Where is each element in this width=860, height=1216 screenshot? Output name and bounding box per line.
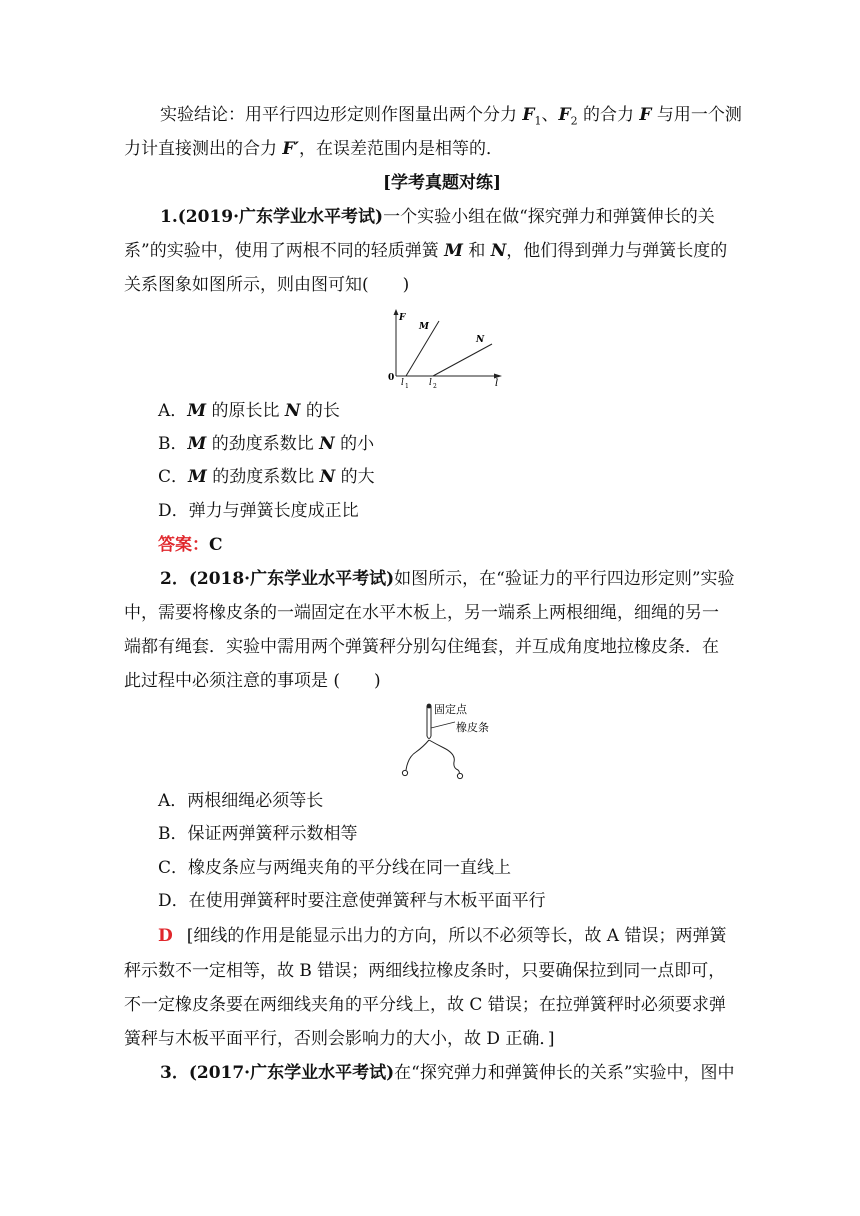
subscript-2: 2 — [570, 114, 578, 128]
option-text: 两根细绳必须等长 — [187, 791, 324, 811]
q1-answer — [158, 537, 223, 554]
q2-option-a — [158, 793, 323, 810]
left-string — [406, 740, 429, 770]
symbol-M: M — [187, 434, 207, 454]
option-text-b: 的小 — [334, 434, 375, 454]
conclusion-line-2 — [124, 141, 503, 158]
option-key: A． — [158, 401, 188, 421]
y-axis-label: F — [399, 313, 406, 323]
q1-line-3: 关系图象如图所示，则由图可知( ) — [124, 275, 410, 295]
conclusion-line-1 — [160, 107, 742, 126]
tick-l2: l — [429, 378, 432, 388]
q2-explanation-line-3: 不一定橡皮条要在两细线夹角的平分线上，故 C 错误；在拉弹簧秤时必须要求弹 — [124, 995, 726, 1015]
q2-line-3: 端都有绳套．实验中需用两个弹簧秤分别勾住绳套，并互成角度地拉橡皮条．在 — [124, 637, 719, 657]
q2-explanation-line-2: 秤示数不一定相等，故 B 错误；两细线拉橡皮条时，只要确保拉到同一点即可， — [124, 961, 726, 981]
conclusion-line2-prefix: 力计直接测出的合力 — [124, 139, 283, 159]
label-M: M — [419, 322, 429, 332]
tick-l1: l — [401, 378, 404, 388]
origin-label: 0 — [388, 373, 395, 383]
line-N — [433, 344, 492, 376]
explanation-text: [细线的作用是能显示出力的方向，所以不必须等长，故 A 错误；两弹簧 — [186, 926, 727, 946]
q1-line1-rest: 一个实验小组在做“探究弹力和弹簧伸长的关 — [383, 207, 715, 227]
option-text-b: 的长 — [300, 401, 340, 421]
q2-explanation-line-4: 簧秤与木板平面平行，否则会影响力的大小，故 D 正确．] — [124, 1029, 555, 1049]
spring-force-length-graph — [382, 308, 510, 390]
rubber-band-setup-figure — [398, 700, 508, 782]
option-text: 保证两弹簧秤示数相等 — [187, 824, 358, 844]
symbol-N: N — [319, 467, 336, 487]
symbol-N: N — [284, 401, 301, 421]
option-text: 在使用弹簧秤时要注意使弹簧秤与木板平面平行 — [188, 891, 546, 911]
q2-option-c — [158, 860, 511, 877]
q1-option-c — [158, 469, 375, 486]
option-text-a: 的原长比 — [206, 401, 285, 421]
q1-option-a — [158, 403, 340, 420]
q1-line-1 — [160, 209, 715, 226]
option-key: D． — [158, 501, 189, 521]
answer-label: 答案： — [158, 535, 209, 555]
conclusion-suffix: 与用一个测 — [651, 105, 742, 125]
answer-value: C — [209, 535, 223, 555]
label-fixed-point: 固定点 — [434, 703, 467, 716]
section-title: [学考真题对练] — [383, 173, 502, 193]
conclusion-mid: 的合力 — [577, 105, 640, 125]
option-key: B． — [158, 824, 188, 844]
q1-line2-c: ，他们得到弹力与弹簧长度的 — [506, 241, 728, 261]
y-axis-arrow — [394, 309, 399, 315]
separator: 、 — [541, 105, 559, 125]
symbol-N: N — [319, 434, 335, 454]
q3-line1-rest: 在“探究弹力和弹簧伸长的关系”实验中，图中 — [394, 1063, 735, 1083]
option-text-a: 的劲度系数比 — [206, 467, 320, 487]
right-loop — [457, 773, 462, 778]
option-text: 橡皮条应与两绳夹角的平分线在同一直线上 — [188, 858, 512, 878]
label-rubber-band: 橡皮条 — [456, 721, 489, 734]
subscript-1: 1 — [534, 114, 542, 128]
option-text: 弹力与弹簧长度成正比 — [188, 501, 359, 521]
q2-line-4: 此过程中必须注意的事项是 ( ) — [124, 671, 381, 691]
option-key: D． — [158, 891, 189, 911]
q1-line2-a: 系”的实验中，使用了两根不同的轻质弹簧 — [124, 241, 445, 261]
q1-number-source: 1.(2019·广东学业水平考试) — [160, 207, 384, 227]
rubber-band — [427, 706, 431, 739]
tick-l2-sub: 2 — [433, 383, 437, 390]
symbol-N: N — [490, 241, 507, 261]
option-key: C． — [158, 858, 189, 878]
q2-line1-rest: 如图所示，在“验证力的平行四边形定则”实验 — [394, 569, 735, 589]
q2-explanation-line-1 — [158, 928, 726, 945]
symbol-M: M — [188, 467, 207, 487]
q2-number-source: 2．(2018·广东学业水平考试) — [160, 569, 395, 589]
symbol-F-prime: F′ — [282, 139, 299, 159]
q1-option-b — [158, 436, 374, 453]
symbol-F: F — [639, 105, 652, 125]
symbol-F2: F — [558, 105, 571, 125]
label-N: N — [476, 335, 485, 345]
left-loop — [402, 770, 407, 775]
option-key: A． — [158, 791, 188, 811]
rubber-pointer-line — [431, 722, 455, 728]
q2-line-2: 中，需要将橡皮条的一端固定在水平木板上，另一端系上两根细绳，细绳的另一 — [124, 603, 719, 623]
q3-line-1 — [160, 1065, 735, 1082]
q2-line-1 — [160, 571, 735, 588]
symbol-F1: F — [522, 105, 535, 125]
option-text-a: 的劲度系数比 — [206, 434, 320, 454]
q3-number-source: 3．(2017·广东学业水平考试) — [160, 1063, 395, 1083]
option-key: C． — [158, 467, 189, 487]
q2-option-b — [158, 826, 358, 843]
symbol-M: M — [444, 241, 463, 261]
q1-line-2 — [124, 243, 727, 260]
option-key: B． — [158, 434, 188, 454]
tick-l1-sub: 1 — [405, 383, 409, 390]
x-axis-label: l — [495, 378, 499, 389]
right-string — [429, 740, 459, 773]
answer-value: D — [158, 926, 173, 946]
conclusion-line2-suffix: ，在误差范围内是相等的． — [298, 139, 503, 159]
conclusion-prefix: 实验结论：用平行四边形定则作图量出两个分力 — [160, 105, 523, 125]
option-text-b: 的大 — [335, 467, 375, 487]
q2-option-d — [158, 893, 546, 910]
symbol-M: M — [187, 401, 207, 421]
q1-line2-b: 和 — [462, 241, 491, 261]
q1-option-d — [158, 503, 359, 520]
